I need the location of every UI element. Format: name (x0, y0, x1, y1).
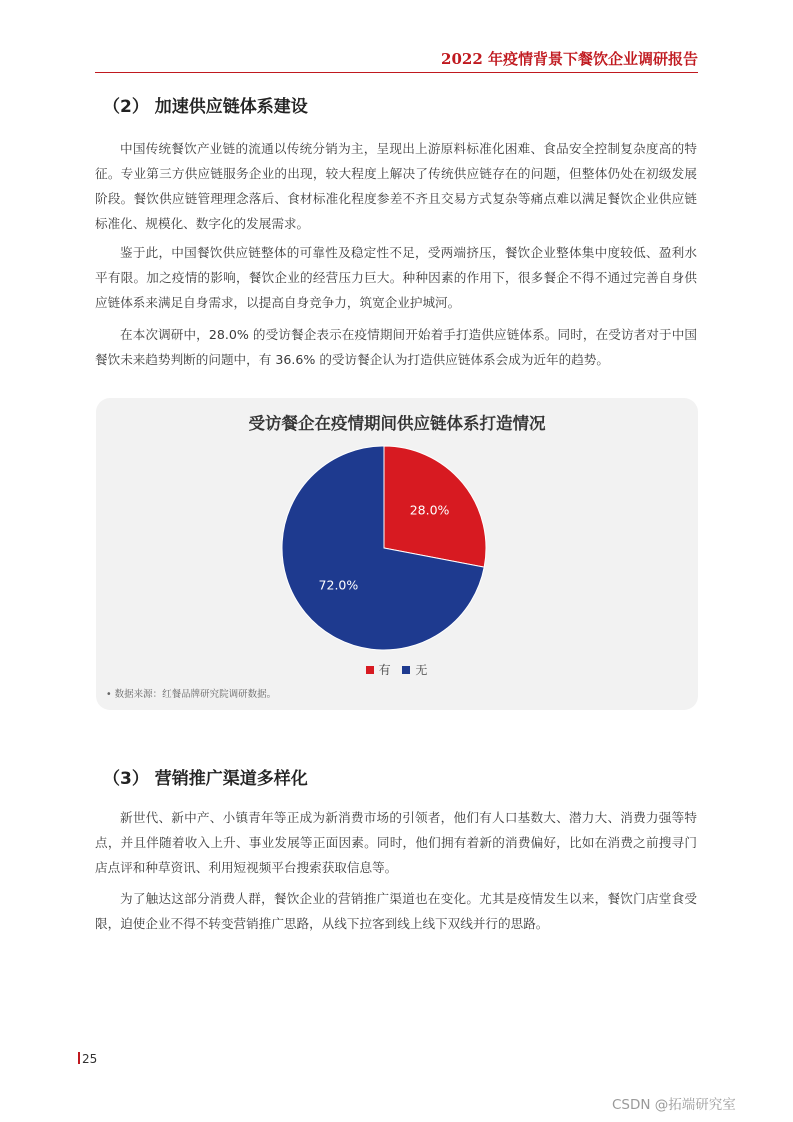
section-heading-marketing: （3） 营销推广渠道多样化 (103, 769, 308, 789)
legend-swatch-no (402, 666, 410, 674)
page-number-marker (78, 1052, 80, 1064)
chart-title: 受访餐企在疫情期间供应链体系打造情况 (248, 414, 546, 433)
legend-item-yes (366, 661, 391, 678)
legend-label-yes: 有 (378, 663, 391, 677)
pie-data-label-0: 28.0% (409, 502, 450, 518)
legend-item-no (402, 661, 427, 678)
paragraph: 在本次调研中，28.0% 的受访餐企表示在疫情期间开始着手打造供应链体系。同时，在受访者对于中国餐饮未来趋势判断的问题中，有 36.6% 的受访餐企认为打造供应链体系会成为近年的趋势。 (95, 327, 697, 367)
chart-source-note: • 数据来源：红餐品牌研究院调研数据。 (106, 689, 277, 700)
paragraph: 新世代、新中产、小镇青年等正成为新消费市场的引领者，他们有人口基数大、潜力大、消费力强等特点，并且伴随着收入上升、事业发展等正面因素。同时，他们拥有着新的消费偏好，比如在消费之前搜寻门店点评和种草资讯、利用短视频平台搜索获取信息等。 (95, 810, 697, 875)
page-number (78, 1052, 97, 1066)
chart-legend (0, 661, 793, 678)
page-number-text: 25 (82, 1052, 98, 1066)
legend-label-no: 无 (415, 663, 428, 677)
legend-swatch-yes (366, 666, 374, 674)
paragraph: 鉴于此，中国餐饮供应链整体的可靠性及稳定性不足，受两端挤压，餐饮企业整体集中度较低、盈利水平有限。加之疫情的影响，餐饮企业的经营压力巨大。种种因素的作用下，很多餐企不得不通过完善自身供应链体系来满足自身需求，以提高自身竞争力，筑宽企业护城河。 (95, 245, 697, 310)
paragraph: 为了触达这部分消费人群，餐饮企业的营销推广渠道也在变化。尤其是疫情发生以来，餐饮门店堂食受限，迫使企业不得不转变营销推广思路，从线下拉客到线上线下双线并行的思路。 (95, 891, 697, 931)
pie-data-label-1: 72.0% (318, 577, 359, 593)
section-heading-supply-chain: （2） 加速供应链体系建设 (103, 97, 308, 117)
paragraph: 中国传统餐饮产业链的流通以传统分销为主，呈现出上游原料标准化困难、食品安全控制复杂度高的特征。专业第三方供应链服务企业的出现，较大程度上解决了传统供应链存在的问题，但整体仍处在初级发展阶段。餐饮供应链管理理念落后、食材标准化程度参差不齐且交易方式复杂等痛点难以满足餐饮企业供应链标准化、规模化、数字化的发展需求。 (95, 141, 697, 231)
watermark-text: CSDN @拓端研究室 (612, 1097, 736, 1113)
page-header-title: 2022 年疫情背景下餐饮企业调研报告 (441, 50, 698, 68)
